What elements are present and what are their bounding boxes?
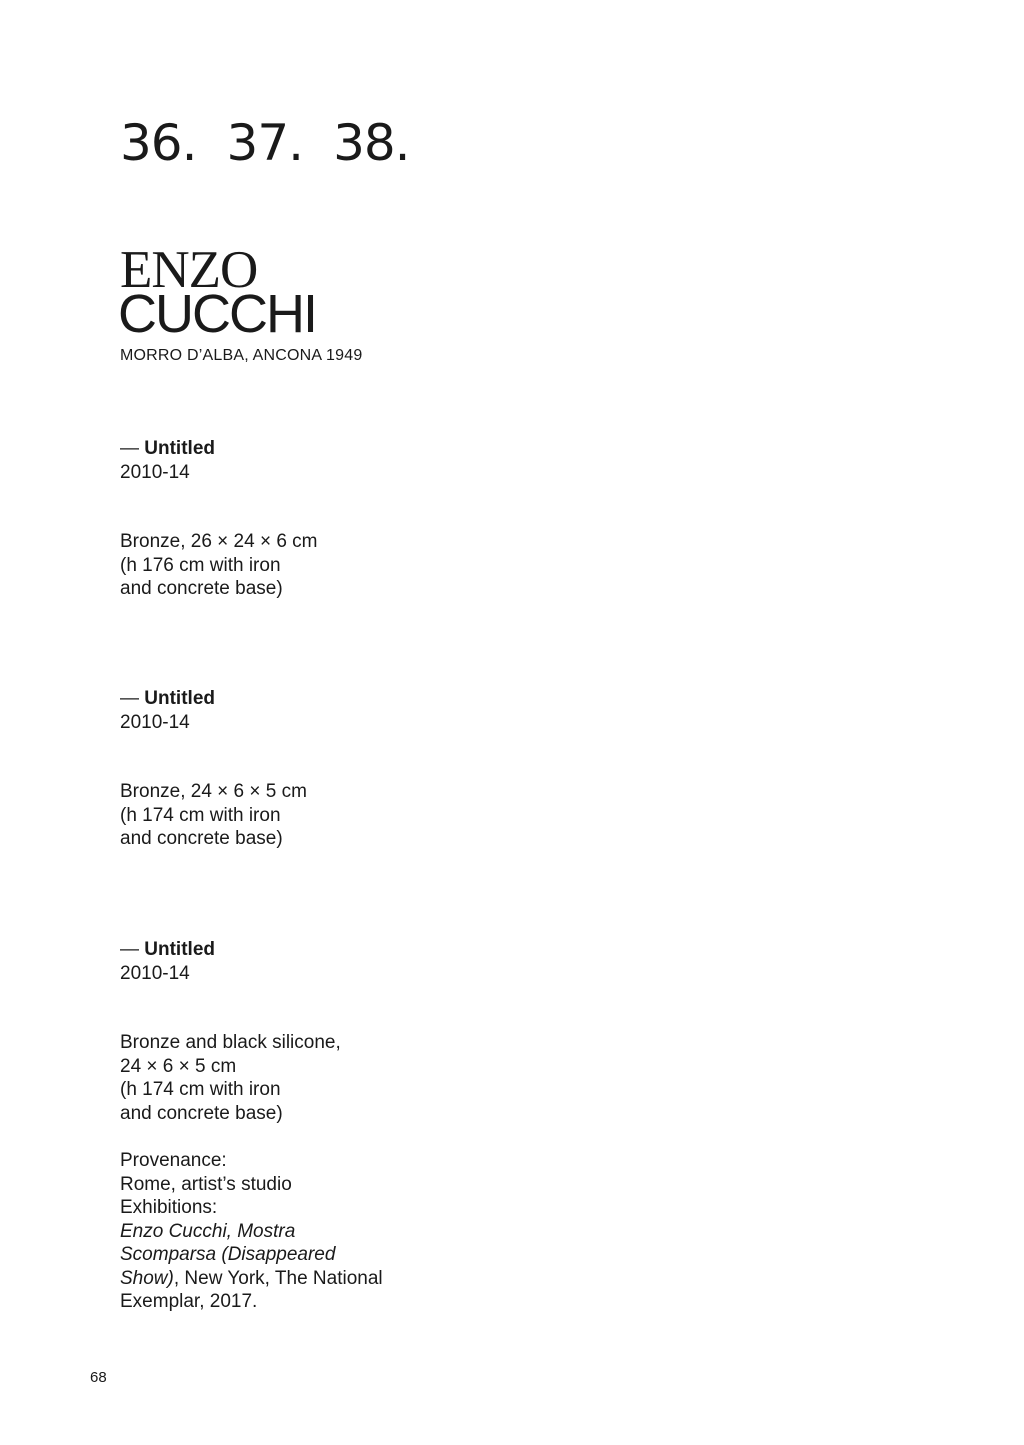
lot-number: 38. — [333, 114, 410, 172]
medium-line: (h 176 cm with iron — [120, 554, 281, 576]
work-entry — [120, 687, 440, 851]
medium-line: (h 174 cm with iron — [120, 1079, 281, 1100]
lot-number: 37. — [226, 114, 304, 172]
exhibition-title: Show) — [120, 1267, 174, 1289]
lot-numbers — [120, 114, 440, 172]
artist-first-name: ENZO — [120, 241, 258, 299]
work-dash: — — [120, 438, 139, 459]
exhibition-venue: , New York, The National — [173, 1267, 383, 1289]
work-dash: — — [120, 939, 139, 960]
work-title: Untitled — [144, 438, 215, 459]
medium-line: Bronze and black silicone, — [120, 1032, 341, 1053]
work-medium — [120, 780, 440, 851]
work-medium — [120, 1031, 440, 1125]
exhibitions-label: Exhibitions: — [120, 1197, 218, 1218]
medium-line: Bronze, 24 × 6 × 5 cm — [120, 781, 307, 802]
lot-number: 36. — [120, 114, 197, 172]
work-title-line — [120, 938, 440, 962]
exhibition-venue: Exemplar, 2017. — [120, 1291, 258, 1312]
work-entry — [120, 938, 440, 1125]
exhibition-title: Enzo Cucchi, Mostra — [120, 1220, 296, 1242]
work-date: 2010-14 — [120, 962, 190, 984]
work-date: 2010-14 — [120, 711, 190, 733]
work-title: Untitled — [144, 939, 215, 960]
page-number: 68 — [90, 1369, 107, 1386]
work-date: 2010-14 — [120, 461, 190, 483]
artist-last-name: CUCCHI — [118, 284, 316, 344]
work-entry — [120, 437, 440, 601]
medium-line: and concrete base) — [120, 1102, 283, 1124]
work-medium — [120, 530, 440, 601]
provenance-value: Rome, artist’s studio — [120, 1173, 292, 1195]
artist-origin: MORRO D’ALBA, ANCONA 1949 — [120, 347, 363, 364]
medium-line: Bronze, 26 × 24 × 6 cm — [120, 531, 318, 552]
provenance-label: Provenance: — [120, 1150, 227, 1171]
work-title-line — [120, 687, 440, 711]
medium-line: and concrete base) — [120, 578, 283, 599]
medium-line: 24 × 6 × 5 cm — [120, 1055, 237, 1077]
work-dash: — — [120, 688, 139, 709]
medium-line: (h 174 cm with iron — [120, 804, 281, 826]
work-title-line — [120, 437, 440, 461]
exhibition-line — [120, 1267, 440, 1291]
exhibition-title: Scomparsa (Disappeared — [120, 1244, 336, 1265]
provenance-section — [120, 1149, 440, 1314]
medium-line: and concrete base) — [120, 828, 283, 849]
work-title: Untitled — [144, 688, 215, 709]
